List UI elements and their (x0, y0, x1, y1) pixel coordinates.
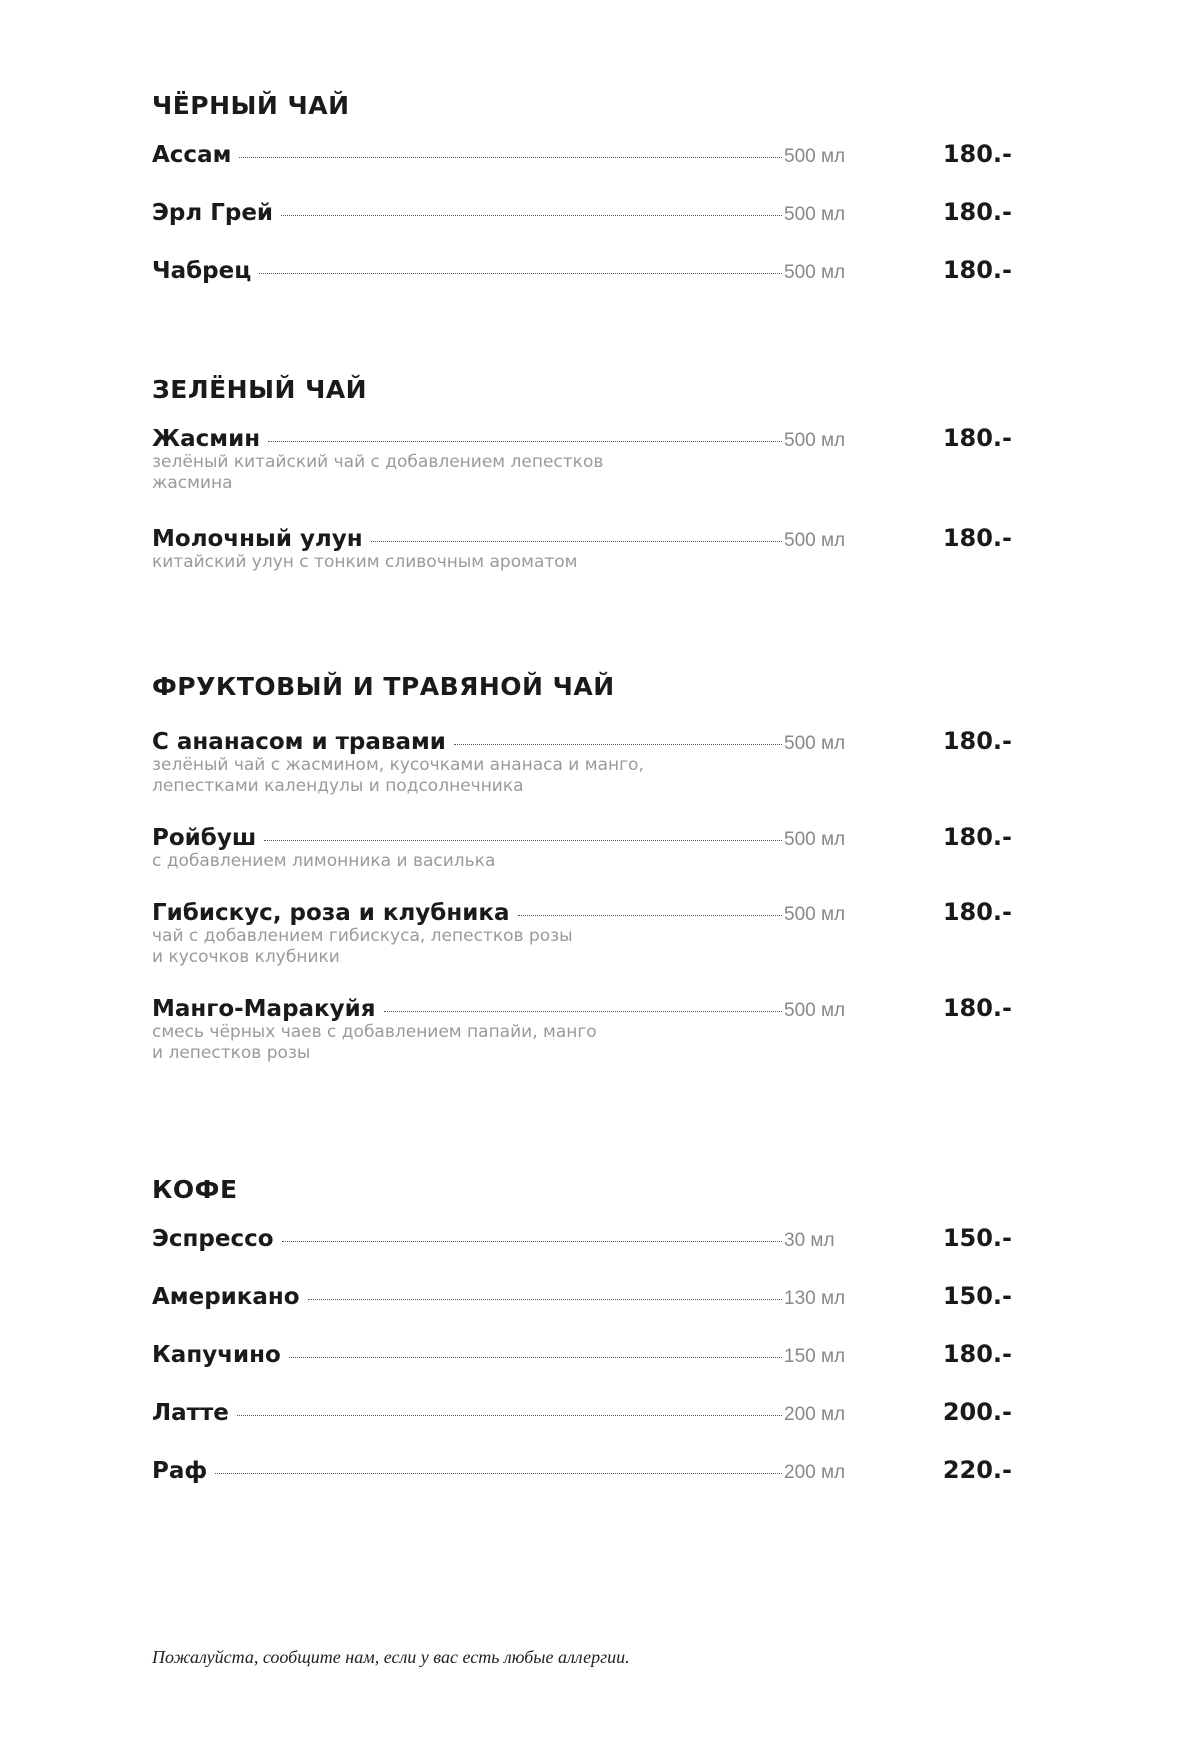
item-price: 180.- (942, 727, 1012, 755)
dot-leader (237, 1414, 782, 1416)
item-name: Чабрец (152, 258, 252, 284)
item-name: Ассам (152, 142, 232, 168)
dot-leader (371, 540, 782, 542)
menu-item (152, 1456, 1012, 1484)
item-volume: 200 мл (784, 1404, 846, 1425)
item-name: Раф (152, 1458, 208, 1484)
menu-item (152, 1340, 1012, 1368)
item-description: зелёный чай с жасмином, кусочками ананаса и манго, лепестками календулы и подсолнечника (152, 755, 644, 796)
section-title: КОФЕ (152, 1175, 238, 1204)
item-name: Американо (152, 1284, 300, 1310)
item-volume: 150 мл (784, 1346, 846, 1367)
dot-leader (281, 214, 782, 216)
item-volume: 500 мл (784, 204, 846, 225)
item-price: 180.- (942, 1340, 1012, 1368)
section-fruit-herbal-tea (152, 661, 1012, 1064)
dot-leader (268, 440, 782, 442)
item-name: Манго-Маракуйя (152, 996, 376, 1022)
item-volume: 500 мл (784, 733, 846, 754)
menu-item (152, 524, 1012, 573)
menu-item (152, 1398, 1012, 1426)
menu-item (152, 140, 1012, 168)
item-price: 180.- (942, 994, 1012, 1022)
item-volume: 200 мл (784, 1462, 846, 1483)
section-title: ЗЕЛЁНЫЙ ЧАЙ (152, 375, 368, 404)
item-description: с добавлением лимонника и василька (152, 851, 496, 871)
item-price: 180.- (942, 424, 1012, 452)
item-description: зелёный китайский чай с добавлением лепестков жасмина (152, 452, 604, 493)
item-volume: 500 мл (784, 829, 846, 850)
dot-leader (308, 1298, 782, 1300)
item-name: Молочный улун (152, 526, 363, 552)
item-price: 150.- (942, 1282, 1012, 1310)
item-volume: 30 мл (784, 1230, 835, 1251)
section-green-tea (152, 364, 1012, 573)
menu-item (152, 424, 1012, 494)
item-price: 180.- (942, 823, 1012, 851)
item-price: 180.- (942, 898, 1012, 926)
menu-item (152, 994, 1012, 1064)
dot-leader (239, 156, 782, 158)
section-title: ФРУКТОВЫЙ И ТРАВЯНОЙ ЧАЙ (152, 672, 615, 701)
section-black-tea (152, 80, 1012, 284)
dot-leader (289, 1356, 782, 1358)
menu-item (152, 256, 1012, 284)
item-name: С ананасом и травами (152, 729, 446, 755)
item-price: 150.- (942, 1224, 1012, 1252)
item-price: 180.- (942, 524, 1012, 552)
item-description: китайский улун с тонким сливочным ароматом (152, 552, 578, 572)
section-coffee (152, 1164, 1012, 1484)
item-volume: 500 мл (784, 1000, 846, 1021)
menu-item (152, 898, 1012, 968)
menu-item (152, 727, 1012, 797)
item-volume: 500 мл (784, 530, 846, 551)
item-name: Жасмин (152, 426, 261, 452)
item-price: 180.- (942, 198, 1012, 226)
item-volume: 500 мл (784, 262, 846, 283)
menu-item (152, 823, 1012, 872)
item-price: 180.- (942, 140, 1012, 168)
item-name: Ройбуш (152, 825, 257, 851)
item-name: Эрл Грей (152, 200, 274, 226)
menu-item (152, 1224, 1012, 1252)
item-price: 220.- (942, 1456, 1012, 1484)
allergy-notice: Пожалуйста, сообщите нам, если у вас есть любые аллергии. (152, 1647, 630, 1667)
dot-leader (282, 1240, 782, 1242)
dot-leader (454, 743, 782, 745)
dot-leader (215, 1472, 782, 1474)
menu-page (152, 60, 1012, 1484)
menu-item (152, 1282, 1012, 1310)
item-description: смесь чёрных чаев с добавлением папайи, манго и лепестков розы (152, 1022, 597, 1063)
section-title: ЧЁРНЫЙ ЧАЙ (152, 91, 350, 120)
item-name: Капучино (152, 1342, 281, 1368)
item-volume: 500 мл (784, 146, 846, 167)
item-name: Гибискус, роза и клубника (152, 900, 510, 926)
item-name: Эспрессо (152, 1226, 274, 1252)
dot-leader (264, 839, 782, 841)
item-price: 180.- (942, 256, 1012, 284)
item-description: чай с добавлением гибискуса, лепестков розы и кусочков клубники (152, 926, 573, 967)
item-volume: 130 мл (784, 1288, 846, 1309)
dot-leader (384, 1010, 782, 1012)
menu-item (152, 198, 1012, 226)
dot-leader (259, 272, 782, 274)
item-volume: 500 мл (784, 904, 846, 925)
item-volume: 500 мл (784, 430, 846, 451)
item-name: Латте (152, 1400, 229, 1426)
dot-leader (518, 914, 783, 916)
item-price: 200.- (942, 1398, 1012, 1426)
